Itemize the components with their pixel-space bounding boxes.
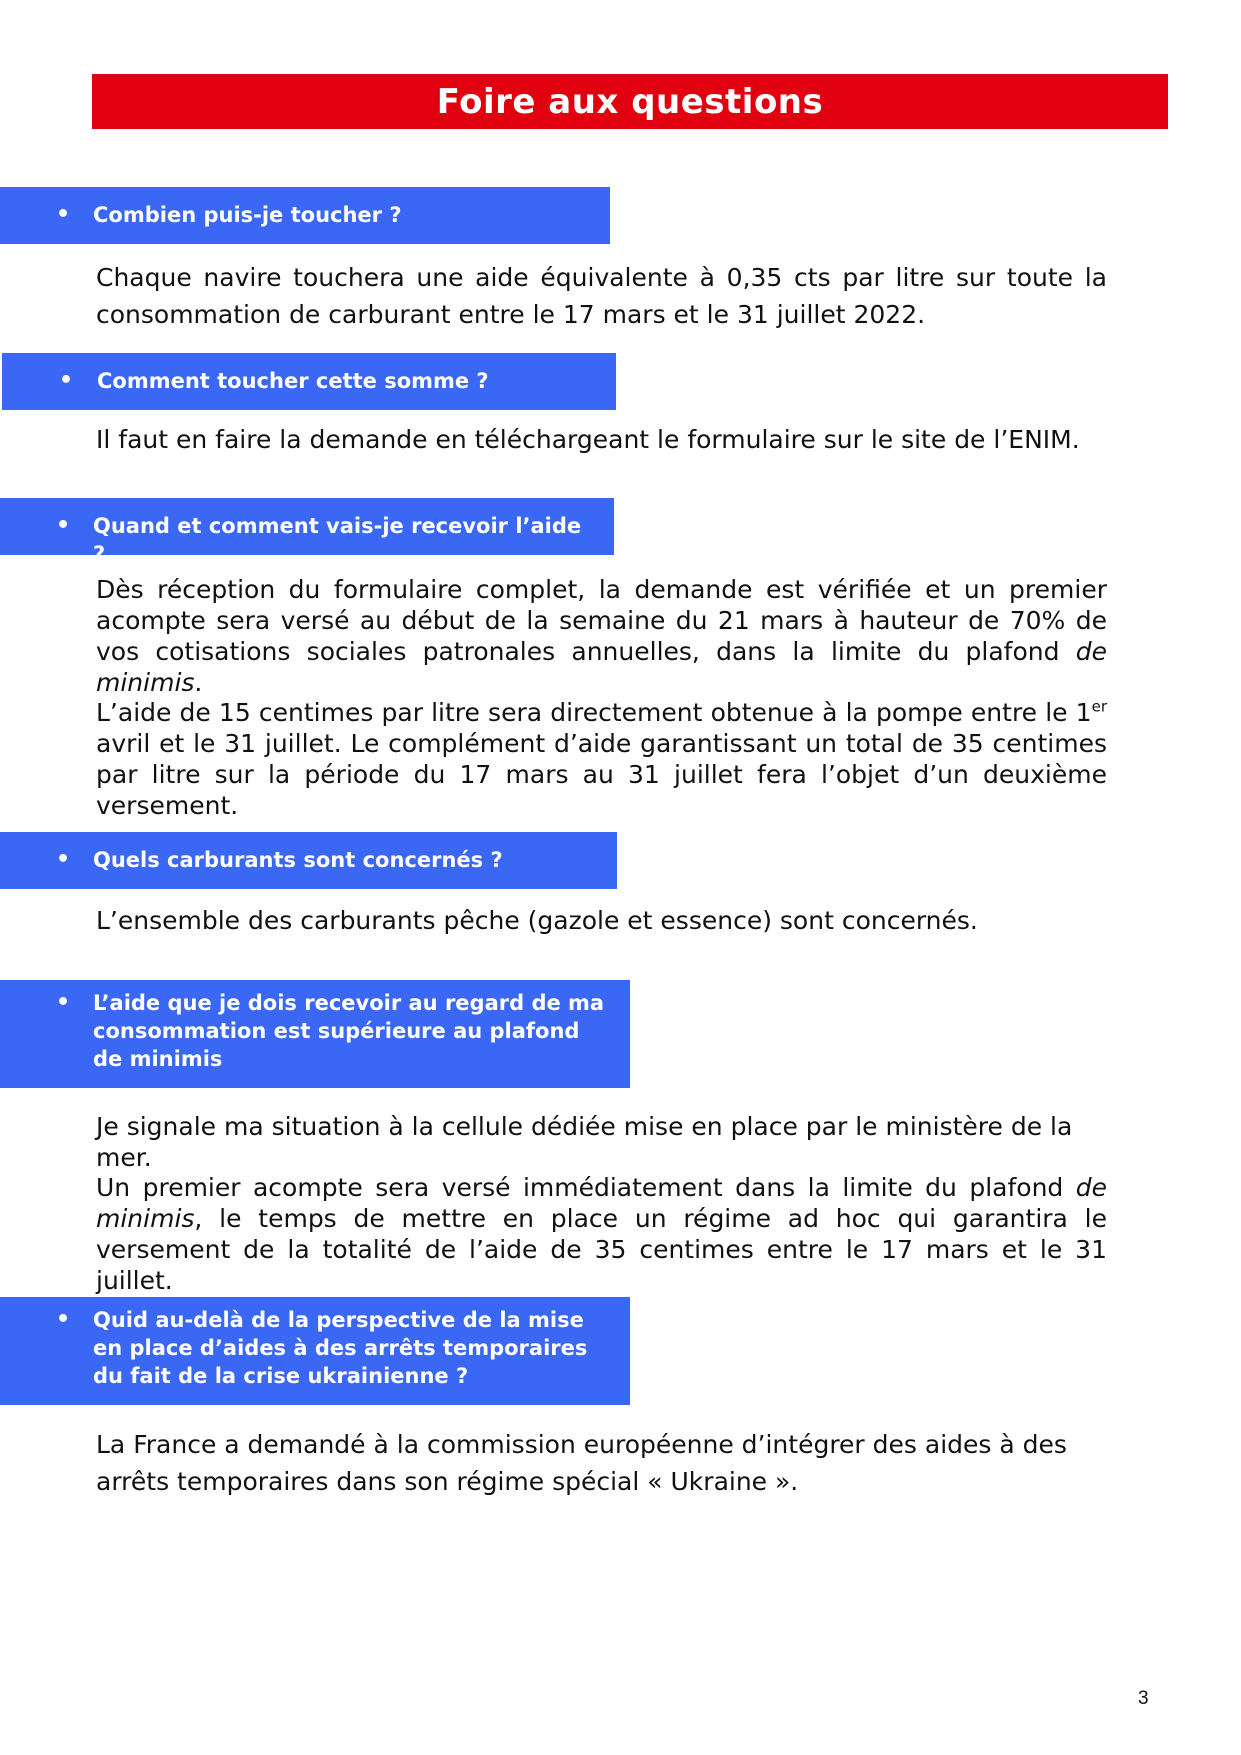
- faq-question-1: [0, 187, 610, 244]
- faq-answer-3a-text: Dès réception du formulaire complet, la demande est vérifiée et un premier acompte sera versé au début de la semaine du 21 mars à hauteur de 70% de vos cotisations sociales patronales annuelles, dans la limite du plafond: [96, 575, 1107, 666]
- faq-answer-1: Chaque navire touchera une aide équivalente à 0,35 cts par litre sur toute la consommation de carburant entre le 17 mars et le 31 juillet 2022.: [96, 263, 1107, 329]
- faq-question-5: [0, 980, 630, 1088]
- faq-answer-2: Il faut en faire la demande en téléchargeant le formulaire sur le site de l’ENIM.: [96, 425, 1080, 454]
- bullet-icon: •: [56, 513, 71, 538]
- faq-question-6: [0, 1297, 630, 1405]
- faq-answer-5b: [96, 1172, 1107, 1296]
- bullet-icon: •: [56, 847, 71, 872]
- faq-question-2: [2, 353, 616, 410]
- faq-answer-3b-text: L’aide de 15 centimes par litre sera directement obtenue à la pompe entre le 1: [96, 698, 1092, 727]
- page-title-banner: [92, 74, 1168, 129]
- faq-question-4: [0, 832, 617, 889]
- faq-answer-3a: [96, 574, 1107, 698]
- faq-answer-3a-end: .: [194, 668, 203, 697]
- faq-question-3: [0, 498, 614, 566]
- bullet-icon: •: [56, 990, 71, 1015]
- faq-answer-5a: Je signale ma situation à la cellule dédiée mise en place par le ministère de la mer.: [96, 1112, 1073, 1172]
- bullet-icon: •: [56, 202, 71, 227]
- faq-answer-6: La France a demandé à la commission européenne d’intégrer des aides à des arrêts temporaires dans son régime spécial « Ukraine ».: [96, 1430, 1067, 1496]
- faq-answer-3a-italic: de minimis: [96, 637, 1107, 697]
- faq-answer-5b-end: , le temps de mettre en place un régime ad hoc qui garantira le versement de la totalité de l’aide de 35 centimes entre le 17 mars et le 31 juillet.: [96, 1204, 1107, 1295]
- bullet-icon: •: [59, 368, 74, 393]
- faq-question-6-text: Quid au-delà de la perspective de la mise en place d’aides à des arrêts temporaires du fait de la crise ukrainienne ?: [93, 1308, 588, 1388]
- faq-question-5-text: L’aide que je dois recevoir au regard de ma consommation est supérieure au plafond de minimis: [93, 991, 605, 1071]
- faq-question-1-text: Combien puis-je toucher ?: [93, 203, 402, 227]
- faq-answer-5b-text: Un premier acompte sera versé immédiatement dans la limite du plafond: [96, 1173, 1076, 1202]
- faq-answer-4: L’ensemble des carburants pêche (gazole et essence) sont concernés.: [96, 906, 978, 935]
- faq-answer-5b-italic: de minimis: [96, 1173, 1107, 1233]
- faq-question-2-text: Comment toucher cette somme ?: [97, 369, 489, 393]
- bullet-icon: •: [56, 1307, 71, 1332]
- faq-answer-3b: [96, 697, 1107, 821]
- page-title: Foire aux questions: [436, 81, 824, 122]
- faq-question-3-text: Quand et comment vais-je recevoir l’aide ?: [93, 514, 582, 566]
- faq-answer-3b-superscript: er: [1091, 697, 1107, 716]
- page-number: 3: [1138, 1688, 1149, 1709]
- faq-answer-3b-end: avril et le 31 juillet. Le complément d’aide garantissant un total de 35 centimes par litre sur la période du 17 mars au 31 juillet fera l’objet d’un deuxième versement.: [96, 729, 1107, 820]
- faq-question-4-text: Quels carburants sont concernés ?: [93, 848, 503, 872]
